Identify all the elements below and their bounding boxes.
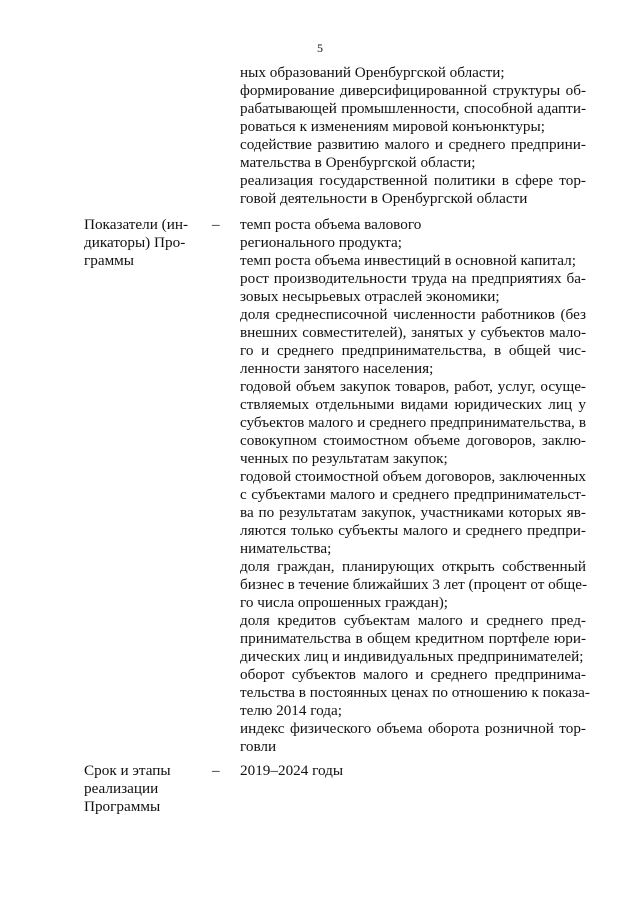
- indicator-line: оборот субъектов малого и среднего предпринима-: [240, 666, 586, 683]
- timeline-dash: –: [212, 762, 220, 779]
- indicator-line: ченных по результатам закупок;: [240, 450, 448, 467]
- indicator-line: доля кредитов субъектам малого и среднего пред-: [240, 612, 586, 629]
- indicator-line: бизнес в течение ближайших 3 лет (процент от обще-: [240, 576, 587, 593]
- indicator-line: субъектов малого и среднего предпринимательства, в: [240, 414, 586, 431]
- indicator-line: ва по результатам закупок, участниками которых яв-: [240, 504, 586, 521]
- indicator-line: дических лиц и индивидуальных предпринимателей;: [240, 648, 584, 665]
- page-number: 5: [317, 41, 323, 55]
- text-line: ных образований Оренбургской области;: [240, 64, 505, 81]
- text-line: говой деятельности в Оренбургской области: [240, 190, 528, 207]
- indicators-dash: –: [212, 216, 220, 233]
- text-line: содействие развитию малого и среднего предприни-: [240, 136, 586, 153]
- indicator-line: ленности занятого населения;: [240, 360, 434, 377]
- indicator-line: го числа опрошенных граждан);: [240, 594, 448, 611]
- indicator-line: совокупном стоимостном объеме договоров, заклю-: [240, 432, 586, 449]
- text-line: роваться к изменениям мировой конъюнктуры;: [240, 118, 545, 135]
- indicator-line: го и среднего предпринимательства, в общей чис-: [240, 342, 586, 359]
- indicator-line: ствляемых отдельными видами юридических лиц у: [240, 396, 586, 413]
- timeline-label-line: реализации: [84, 780, 159, 797]
- indicator-line: рост производительности труда на предприятиях ба-: [240, 270, 586, 287]
- indicator-line: годовой стоимостной объем договоров, заключенных: [240, 468, 586, 485]
- indicator-line: ляются только субъекты малого и среднего предпри-: [240, 522, 586, 539]
- indicator-line: темп роста объема валового: [240, 216, 422, 233]
- indicator-line: принимательства в общем кредитном портфеле юри-: [240, 630, 586, 647]
- indicators-label-line: дикаторы) Про-: [84, 234, 186, 251]
- indicator-line: говли: [240, 738, 277, 755]
- indicator-line: тельства в постоянных ценах по отношению к показа-: [240, 684, 590, 701]
- indicators-label-line: Показатели (ин-: [84, 216, 189, 233]
- indicator-line: телю 2014 года;: [240, 702, 342, 719]
- timeline-label-line: Срок и этапы: [84, 762, 171, 779]
- text-line: мательства в Оренбургской области;: [240, 154, 476, 171]
- indicator-line: доля граждан, планирующих открыть собственный: [240, 558, 586, 575]
- text-line: формирование диверсифицированной структуры об-: [240, 82, 586, 99]
- timeline-label-line: Программы: [84, 798, 161, 815]
- text-line: рабатывающей промышленности, способной адапти-: [240, 100, 586, 117]
- indicators-label-line: граммы: [84, 252, 134, 269]
- indicator-line: темп роста объема инвестиций в основной капитал;: [240, 252, 576, 269]
- indicator-line: доля среднесписочной численности работников (без: [240, 306, 586, 323]
- text-line: реализация государственной политики в сфере тор-: [240, 172, 586, 189]
- indicator-line: нимательства;: [240, 540, 332, 557]
- indicator-line: с субъектами малого и среднего предпринимательст-: [240, 486, 586, 503]
- indicator-line: регионального продукта;: [240, 234, 402, 251]
- indicator-line: годовой объем закупок товаров, работ, услуг, осуще-: [240, 378, 586, 395]
- indicator-line: зовых несырьевых отраслей экономики;: [240, 288, 500, 305]
- indicator-line: внешних совместителей), занятых у субъектов мало-: [240, 324, 586, 341]
- indicator-line: индекс физического объема оборота розничной тор-: [240, 720, 586, 737]
- timeline-value: 2019–2024 годы: [240, 762, 344, 779]
